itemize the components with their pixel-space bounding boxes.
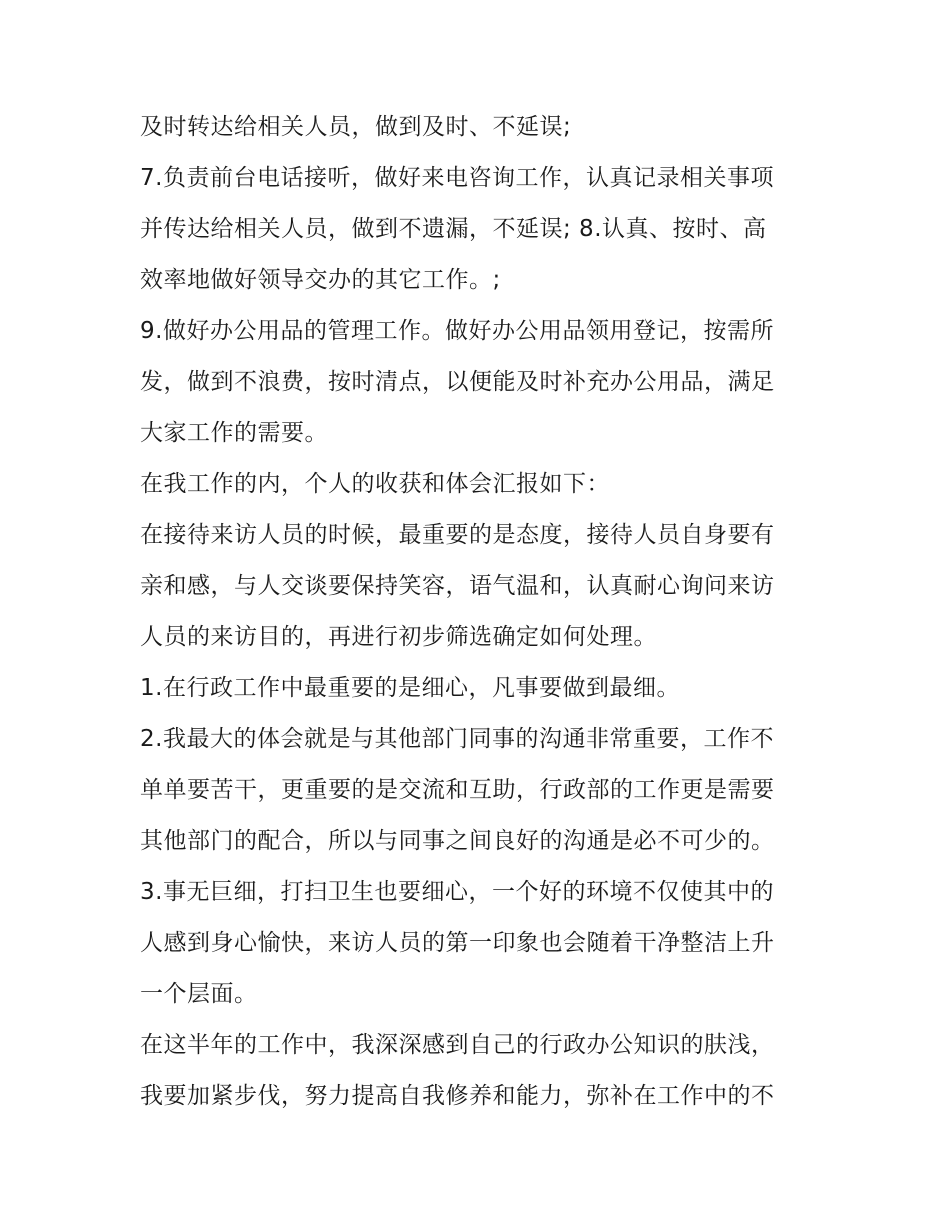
text-line: 亲和感，与人交谈要保持笑容，语气温和，认真耐心询问来访: [140, 573, 775, 599]
text-line: 其他部门的配合，所以与同事之间良好的沟通是必不可少的。: [140, 828, 775, 854]
text-line: 人员的来访目的，再进行初步筛选确定如何处理。: [140, 624, 657, 650]
text-line: 并传达给相关人员，做到不遗漏，不延误; 8.认真、按时、高: [140, 216, 767, 242]
document-body: [140, 102, 830, 1122]
text-line: 7.负责前台电话接听，做好来电咨询工作，认真记录相关事项: [140, 165, 774, 191]
text-line: 在这半年的工作中，我深深感到自己的行政办公知识的肤浅，: [140, 1032, 775, 1058]
text-line: 在我工作的内，个人的收获和体会汇报如下：: [140, 471, 610, 497]
text-line: 效率地做好领导交办的其它工作。;: [140, 267, 501, 293]
text-line: 及时转达给相关人员，做到及时、不延误;: [140, 114, 572, 140]
text-line: 一个层面。: [140, 981, 258, 1007]
text-line: 在接待来访人员的时候，最重要的是态度，接待人员自身要有: [140, 522, 775, 548]
text-line: 9.做好办公用品的管理工作。做好办公用品领用登记，按需所: [140, 318, 774, 344]
text-line: 大家工作的需要。: [140, 420, 328, 446]
text-line: 发，做到不浪费，按时清点，以便能及时补充办公用品，满足: [140, 369, 775, 395]
text-line: 3.事无巨细，打扫卫生也要细心，一个好的环境不仅使其中的: [140, 879, 774, 905]
text-line: 1.在行政工作中最重要的是细心，凡事要做到最细。: [140, 675, 680, 701]
text-line: 人感到身心愉快，来访人员的第一印象也会随着干净整洁上升: [140, 930, 775, 956]
text-line: 我要加紧步伐，努力提高自我修养和能力，弥补在工作中的不: [140, 1083, 775, 1109]
text-line: 2.我最大的体会就是与其他部门同事的沟通非常重要，工作不: [140, 726, 774, 752]
text-line: 单单要苦干，更重要的是交流和互助，行政部的工作更是需要: [140, 777, 775, 803]
